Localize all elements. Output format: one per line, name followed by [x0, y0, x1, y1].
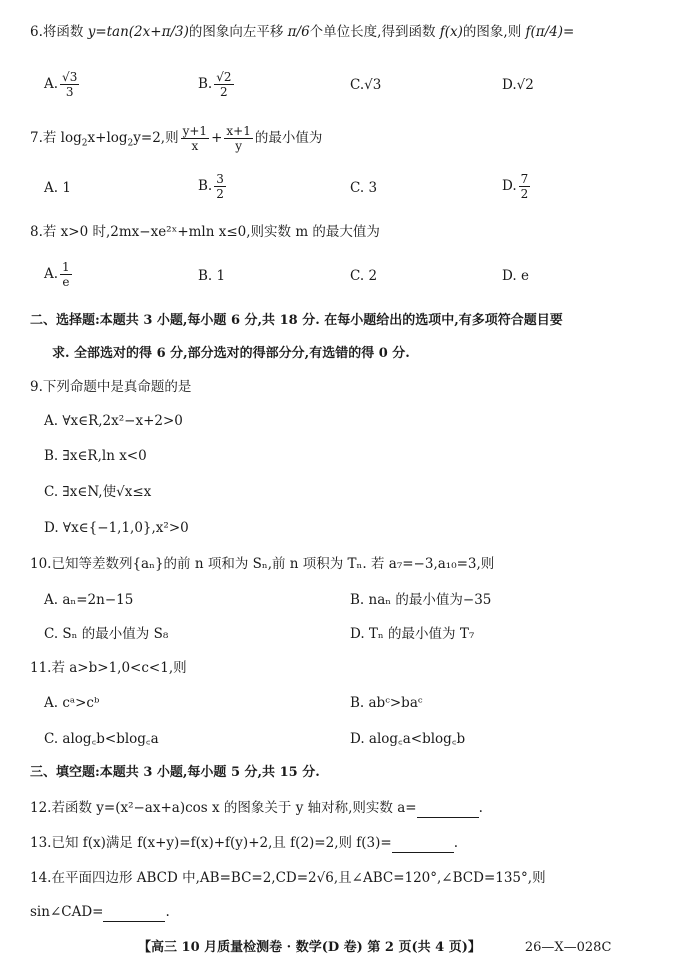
option-letter: B. — [198, 268, 213, 284]
denominator: 2 — [520, 187, 529, 201]
option-letter: A. — [44, 180, 59, 196]
option-value: 1 — [216, 268, 226, 284]
question-8: 8.若 x>0 时,2mx−xe²ˣ+mln x≤0,则实数 m 的最大值为 — [30, 224, 380, 240]
q11-option-b: B. abᶜ>baᶜ — [350, 695, 423, 711]
question-7: 7.若 $\log_2x+\log_2y=2$,则 $\frac{y+1}{x}$ + $\frac{x+1}{y}$ 的最小值为 — [30, 124, 323, 153]
q6-text-a: 将函数 — [42, 24, 84, 40]
question-11: 11.若 a>b>1,0<c<1,则 — [30, 660, 187, 676]
q6-number: 6. — [30, 24, 43, 40]
numerator: x+1 — [226, 124, 251, 138]
q10-option-a: A. aₙ=2n−15 — [44, 592, 134, 608]
q6-gx: f(x) — [439, 24, 463, 40]
fraction — [214, 172, 226, 201]
option-letter: B. — [198, 76, 213, 92]
q8-option-c — [350, 266, 377, 286]
numerator: 1 — [62, 260, 70, 274]
q7-text-b: x+log — [87, 130, 128, 146]
numerator: y+1 — [182, 124, 208, 138]
q7-text-c: y=2,则 — [133, 130, 179, 146]
fraction — [214, 70, 233, 99]
q8-option-b — [198, 266, 225, 286]
q11-option-a: A. cᵃ>cᵇ — [44, 695, 100, 711]
q14-answer-blank[interactable] — [103, 907, 165, 922]
option-letter: D. — [502, 77, 517, 93]
denominator: 2 — [216, 187, 224, 201]
option-value: e — [520, 268, 529, 284]
option-letter: C. — [350, 77, 365, 93]
section-2-heading: 二、选择题:本题共 3 小题,每小题 6 分,共 18 分. 在每小题给出的选项中,有多项符合题目要 — [30, 313, 563, 328]
q12-answer-blank[interactable] — [417, 803, 479, 818]
q6-option-b — [198, 70, 236, 99]
numerator: √2 — [216, 70, 232, 84]
q10-option-c: C. Sₙ 的最小值为 S₈ — [44, 626, 169, 642]
question-10: 10.已知等差数列{aₙ}的前 n 项和为 Sₙ,前 n 项积为 Tₙ. 若 a₇=−3,a₁₀=3,则 — [30, 556, 495, 572]
q12-text: 12.若函数 y=(x²−ax+a)cos x 的图象关于 y 轴对称,则实数 a= — [30, 800, 417, 816]
q10-option-b: B. naₙ 的最小值为−35 — [350, 592, 492, 608]
q13-answer-blank[interactable] — [392, 838, 454, 853]
fraction — [60, 260, 72, 289]
option-letter: D. — [502, 178, 517, 194]
q14-tail: . — [165, 904, 170, 920]
q6-shift: π/6 — [287, 24, 310, 40]
q7-number: 7. — [30, 130, 43, 146]
q10-option-d: D. Tₙ 的最小值为 T₇ — [350, 626, 475, 642]
q6-option-d — [502, 75, 534, 95]
q7-option-b — [198, 172, 228, 201]
q7-option-a — [44, 178, 71, 198]
denominator: e — [62, 275, 70, 289]
q9-option-d: D. ∀x∈{−1,1,0},x²>0 — [44, 520, 189, 536]
fraction — [519, 172, 531, 201]
option-value: √3 — [364, 77, 382, 93]
option-letter: A. — [44, 266, 59, 282]
numerator: √3 — [62, 70, 78, 84]
q6-text-b: 的图象向左平移 — [188, 24, 284, 40]
section-2-heading-cont: 求. 全部选对的得 6 分,部分选对的得部分分,有选错的得 0 分. — [52, 346, 410, 361]
q6-option-c — [350, 75, 381, 95]
option-letter: D. — [502, 268, 517, 284]
question-9: 9.下列命题中是真命题的是 — [30, 379, 192, 395]
q13-tail: . — [453, 835, 459, 851]
q9-option-b: B. ∃x∈R,ln x<0 — [44, 448, 147, 464]
fraction — [60, 70, 79, 99]
option-value: 3 — [368, 180, 378, 196]
option-value: 1 — [62, 180, 71, 196]
q7-option-c — [350, 178, 377, 198]
denominator: 2 — [220, 85, 228, 99]
q6-ask: f(π/4)= — [525, 24, 575, 40]
q9-option-c: C. ∃x∈N,使√x≤x — [44, 484, 152, 500]
numerator: 3 — [216, 172, 224, 186]
denominator: 3 — [65, 85, 74, 99]
q7-fraction-2 — [224, 124, 252, 153]
question-14-cont — [30, 902, 649, 922]
denominator: y — [235, 139, 242, 153]
q9-option-a: A. ∀x∈R,2x²−x+2>0 — [44, 413, 183, 429]
q13-text: 13.已知 f(x)满足 f(x+y)=f(x)+f(y)+2,且 f(2)=2,则 f(3)= — [30, 835, 392, 851]
q7-text-a: 若 log — [42, 130, 82, 146]
question-12 — [30, 798, 649, 818]
option-letter: B. — [198, 178, 213, 194]
question-14: 14.在平面四边形 ABCD 中,AB=BC=2,CD=2√6,且∠ABC=120°,∠BCD=135°,则 — [30, 870, 546, 886]
q8-option-a — [44, 260, 74, 289]
option-letter: C. — [350, 268, 365, 284]
option-letter: A. — [44, 76, 59, 92]
q6-function: y=tan(2x+π/3) — [87, 24, 189, 40]
footer-code: 26—X—028C — [524, 940, 612, 955]
page-footer — [138, 936, 611, 955]
q7-fraction-1 — [181, 124, 209, 153]
q11-option-d: D. alog꜀a<blog꜀b — [350, 731, 466, 747]
question-6 — [30, 22, 649, 42]
question-13 — [30, 833, 649, 853]
footer-title: 【高三 10 月质量检测卷 · 数学(D 卷) 第 2 页(共 4 页)】 — [138, 940, 481, 955]
numerator: 7 — [520, 172, 529, 186]
q11-option-c: C. alog꜀b<blog꜀a — [44, 731, 159, 747]
denominator: x — [191, 139, 199, 153]
q7-option-d — [502, 172, 532, 201]
option-letter: C. — [350, 180, 365, 196]
section-3-heading: 三、填空题:本题共 3 小题,每小题 5 分,共 15 分. — [30, 765, 320, 780]
q12-tail: . — [478, 800, 483, 816]
q14-text: sin∠CAD= — [30, 904, 104, 920]
option-value: √2 — [516, 77, 534, 93]
q8-option-d — [502, 266, 529, 286]
option-value: 2 — [368, 268, 378, 284]
q6-text-c: 个单位长度,得到函数 — [309, 24, 436, 40]
q6-option-a — [44, 70, 81, 99]
q6-text-d: 的图象,则 — [462, 24, 522, 40]
q7-text-d: 的最小值为 — [254, 130, 323, 146]
